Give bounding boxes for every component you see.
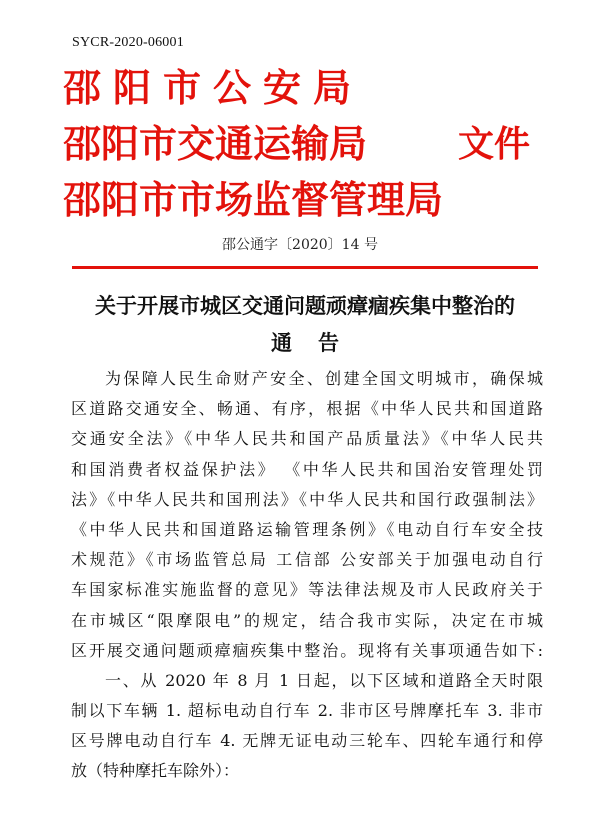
body-line: 法》《中华人民共和国刑法》《中华人民共和国行政强制法》 bbox=[71, 489, 543, 509]
body-line: 车国家标准实施监督的意见》等法律法规及市人民政府关于 bbox=[71, 580, 543, 600]
notice-body bbox=[71, 364, 543, 787]
notice-title-line-2: 通告 bbox=[271, 331, 365, 355]
body-line: 放（特种摩托车除外）： bbox=[71, 761, 240, 781]
body-line: 交通安全法》《中华人民共和国产品质量法》《中华人民共 bbox=[71, 429, 543, 449]
document-number: 邵公通字〔2020〕14 号 bbox=[222, 237, 378, 253]
red-divider-line bbox=[72, 266, 538, 269]
notice-title-line-1: 关于开展市城区交通问题顽瘴痼疾集中整治的 bbox=[95, 294, 515, 318]
body-line: 制以下车辆 1. 超标电动自行车 2. 非市区号牌摩托车 3. 非市 bbox=[71, 701, 543, 721]
issuer-market-supervision-bureau: 邵阳市市场监督管理局 bbox=[63, 178, 444, 222]
issuer-public-security-bureau: 邵阳市公安局 bbox=[63, 66, 364, 110]
file-label: 文件 bbox=[458, 124, 531, 165]
body-line: 区号牌电动自行车 4. 无牌无证电动三轮车、四轮车通行和停 bbox=[71, 731, 543, 751]
issuer-transport-bureau: 邵阳市交通运输局 bbox=[63, 122, 368, 166]
body-line: 一、从 2020 年 8 月 1 日起，以下区域和道路全天时限 bbox=[105, 670, 543, 690]
body-line: 和国消费者权益保护法》 《中华人民共和国治安管理处罚 bbox=[71, 459, 543, 479]
body-line: 《中华人民共和国道路运输管理条例》《电动自行车安全技 bbox=[71, 519, 543, 539]
body-line: 在市城区“限摩限电”的规定，结合我市实际，决定在市城 bbox=[71, 610, 543, 630]
body-line: 区开展交通问题顽瘴痼疾集中整治。现将有关事项通告如下: bbox=[71, 640, 543, 660]
body-line: 术规范》《市场监管总局 工信部 公安部关于加强电动自行 bbox=[71, 550, 543, 570]
document-code: SYCR-2020-06001 bbox=[72, 35, 184, 50]
body-line: 为保障人民生命财产安全、创建全国文明城市，确保城 bbox=[105, 369, 543, 388]
body-line: 区道路交通安全、畅通、有序，根据《中华人民共和国道路 bbox=[71, 399, 543, 419]
